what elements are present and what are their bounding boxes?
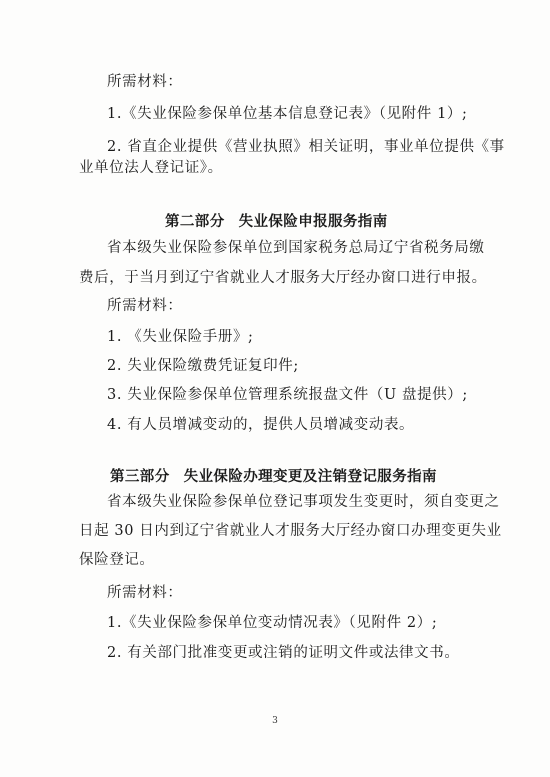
materials-label: 所需材料： bbox=[107, 585, 183, 601]
list-item: 3. 失业保险参保单位管理系统报盘文件（U 盘提供）; bbox=[107, 387, 468, 403]
paragraph-line: 费后，于当月到辽宁省就业人才服务大厅经办窗口进行申报。 bbox=[79, 270, 487, 286]
section-heading bbox=[165, 212, 388, 232]
paragraph-line: 保险登记。 bbox=[79, 552, 155, 568]
section-heading bbox=[110, 467, 437, 487]
materials-label: 所需材料： bbox=[107, 298, 183, 314]
list-item: 2. 省直企业提供《营业执照》相关证明，事业单位提供《事 bbox=[107, 139, 505, 155]
list-item: 2. 失业保险缴费凭证复印件; bbox=[107, 358, 299, 374]
section-heading-title: 失业保险办理变更及注销登记服务指南 bbox=[183, 468, 437, 485]
paragraph-line: 省本级失业保险参保单位到国家税务总局辽宁省税务局缴 bbox=[107, 240, 485, 256]
list-item-continuation: 业单位法人登记证》。 bbox=[79, 160, 223, 176]
list-item: 2. 有关部门批准变更或注销的证明文件或法律文书。 bbox=[107, 645, 460, 661]
section-heading-title: 失业保险申报服务指南 bbox=[238, 213, 388, 230]
materials-label: 所需材料： bbox=[107, 74, 183, 90]
section-heading-part: 第二部分 bbox=[165, 213, 225, 230]
list-item: 1.《失业保险参保单位变动情况表》（见附件 2）; bbox=[107, 615, 438, 631]
list-item: 4. 有人员增减变动的，提供人员增减变动表。 bbox=[107, 417, 415, 433]
section-heading-part: 第三部分 bbox=[110, 468, 170, 485]
list-item: 1. 《失业保险手册》; bbox=[107, 329, 254, 345]
paragraph-line: 日起 30 日内到辽宁省就业人才服务大厅经办窗口办理变更失业 bbox=[79, 523, 502, 539]
page-number: 3 bbox=[272, 716, 278, 726]
paragraph-line: 省本级失业保险参保单位登记事项发生变更时，须自变更之 bbox=[107, 494, 500, 510]
list-item: 1.《失业保险参保单位基本信息登记表》（见附件 1）; bbox=[107, 106, 468, 122]
